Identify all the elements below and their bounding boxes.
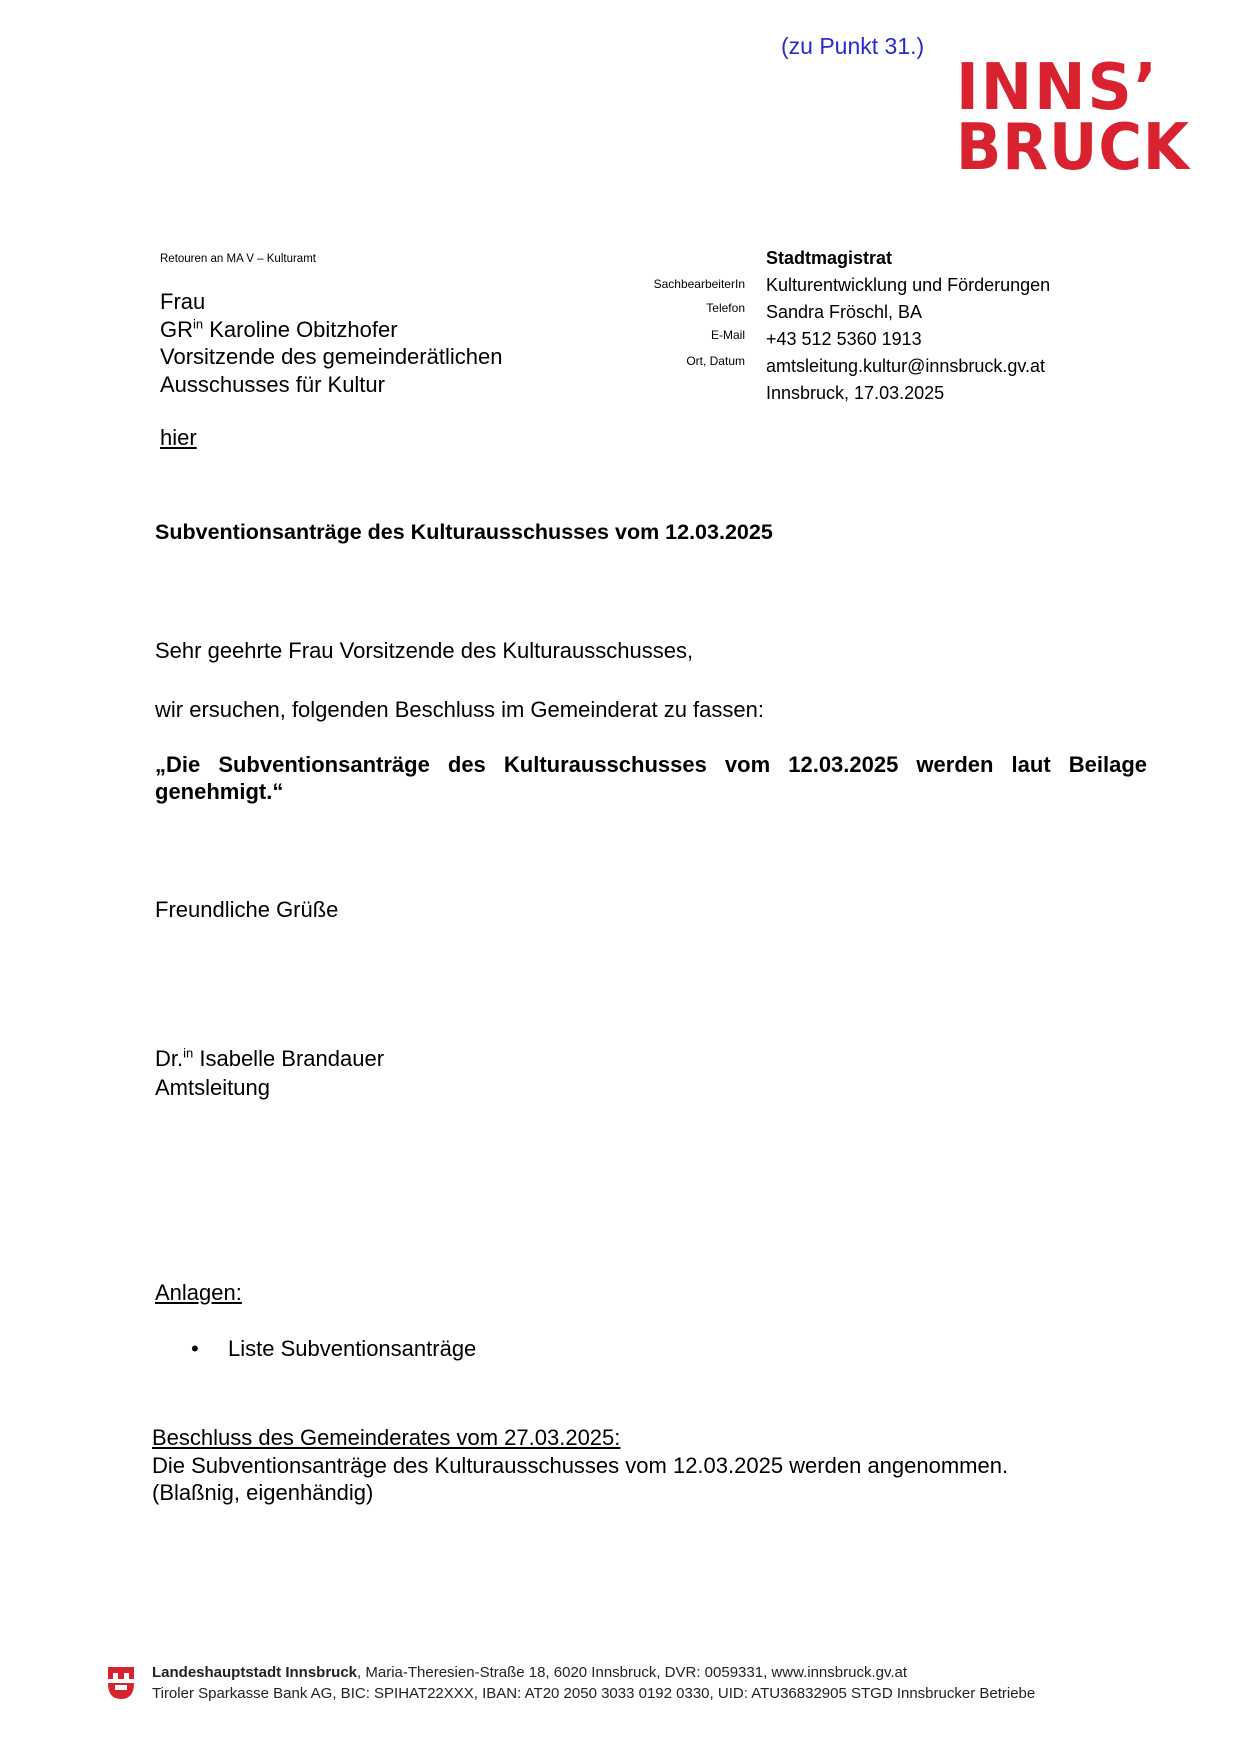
attachment-label: Liste Subventionsanträge [228,1336,477,1361]
sender-place-date: Innsbruck, 17.03.2025 [766,383,945,403]
resolution-text: „Die Subventionsanträge des Kulturausschusses vom 12.03.2025 werden laut Beilage genehmigt.“ [155,752,1147,804]
clerk-label: SachbearbeiterIn [653,277,745,291]
council-decision-note: (Blaßnig, eigenhändig) [152,1480,374,1505]
recipient-location: hier [160,425,197,450]
council-decision-text: Die Subventionsanträge des Kulturausschusses vom 12.03.2025 werden angenommen. [152,1452,1009,1478]
place-date-label: Ort, Datum [686,354,745,368]
sender-department: Kulturentwicklung und Förderungen [766,275,1051,295]
logo-line-2: BRUCK [956,111,1190,185]
agenda-reference: (zu Punkt 31.) [781,33,925,59]
sender-phone: +43 512 5360 1913 [766,329,922,349]
signature-block [155,1044,384,1102]
footer [152,1662,1035,1704]
signature-title-suffix: in [183,1045,194,1061]
footer-line-1 [152,1662,1035,1683]
bullet-icon: • [191,1336,199,1361]
recipient-address [160,288,502,398]
signature-name-line [155,1044,384,1073]
letter-greeting: Freundliche Grüße [155,897,339,922]
council-decision-title: Beschluss des Gemeinderates vom 27.03.2025: [152,1425,621,1450]
recipient-role-line-2: Ausschusses für Kultur [160,371,385,397]
letter-salutation: Sehr geehrte Frau Vorsitzende des Kulturausschusses, [155,638,694,663]
letter-request: wir ersuchen, folgenden Beschluss im Gemeinderat zu fassen: [155,697,764,722]
recipient-salutation: Frau [160,289,206,314]
council-decision [152,1424,1008,1507]
sender-organisation: Stadtmagistrat [766,248,893,268]
footer-city-name: Landeshauptstadt Innsbruck [152,1664,358,1681]
city-emblem-icon [106,1665,136,1701]
signature-position: Amtsleitung [155,1075,270,1100]
recipient-title: GR [160,316,193,342]
recipient-name-line [160,316,502,344]
attachments-list [155,1336,476,1362]
attachments-title: Anlagen: [155,1280,242,1305]
signature-name: Isabelle Brandauer [193,1046,385,1071]
sender-block [766,245,1050,407]
recipient-name: Karoline Obitzhofer [203,316,398,342]
recipient-title-suffix: in [193,316,204,332]
logo-line-1: INNS’ [956,51,1159,125]
sender-clerk: Sandra Fröschl, BA [766,302,923,322]
list-item [155,1336,476,1362]
recipient-role-line-1: Vorsitzende des gemeinderätlichen [160,344,503,369]
email-label: E-Mail [710,328,745,342]
return-address: Retouren an MA V – Kulturamt [160,253,316,265]
phone-label: Telefon [706,301,745,315]
sender-email: amtsleitung.kultur@innsbruck.gv.at [766,356,1046,376]
signature-title: Dr. [155,1046,184,1071]
letter-subject: Subventionsanträge des Kulturausschusses vom 12.03.2025 [155,520,773,544]
footer-address: , Maria-Theresien-Straße 18, 6020 Innsbruck, DVR: 0059331, www.innsbruck.gv.at [357,1664,908,1681]
footer-line-2: Tiroler Sparkasse Bank AG, BIC: SPIHAT22XXX, IBAN: AT20 2050 3033 0192 0330, UID: ATU36832905 STGD Innsbrucker Betriebe [152,1685,1036,1702]
innsbruck-logo [956,51,1196,185]
